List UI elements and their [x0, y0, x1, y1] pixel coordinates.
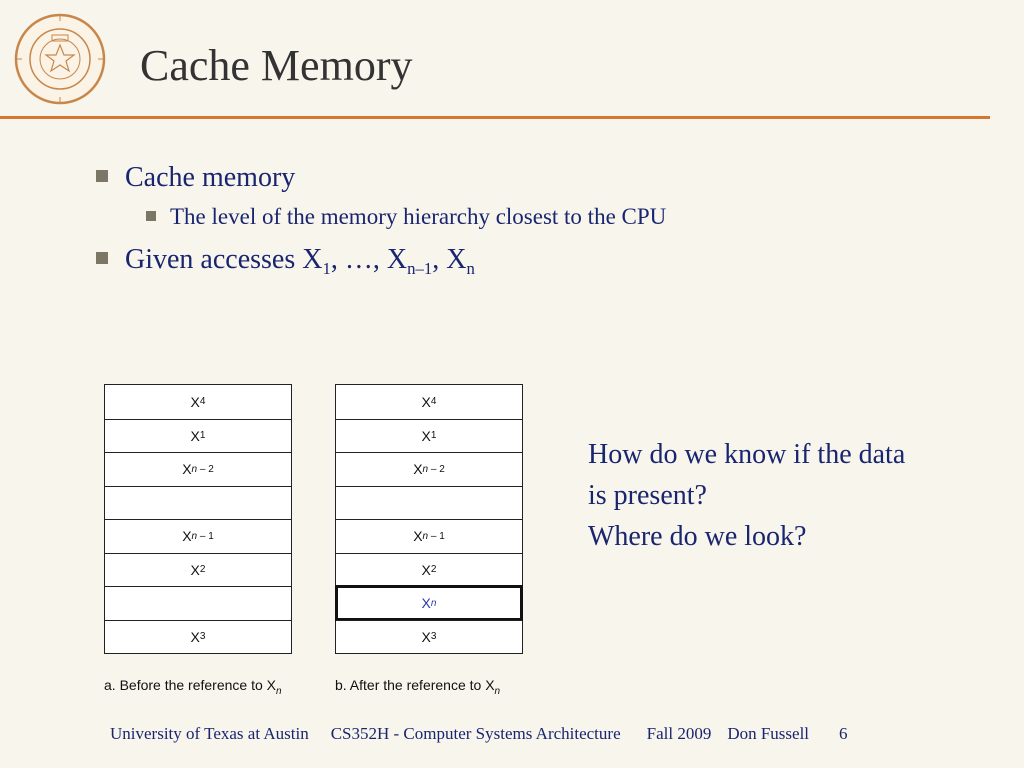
- cache-block: X 2: [336, 553, 522, 587]
- footer-page-number: 6: [839, 724, 848, 743]
- cache-block: X 1: [105, 419, 291, 453]
- cache-block: X 3: [105, 620, 291, 654]
- cache-block: X 1: [336, 419, 522, 453]
- footer-term: Fall 2009: [646, 724, 712, 743]
- cache-block: [336, 486, 522, 520]
- bullet-item: [96, 244, 896, 279]
- question-text: [588, 434, 1008, 557]
- bullet-list: [96, 162, 896, 289]
- slide-title: Cache Memory: [140, 41, 413, 90]
- bullet-square-icon: [96, 170, 108, 182]
- cache-block: X n: [336, 586, 522, 620]
- caption-before: a. Before the reference to $X_n$: [104, 677, 282, 697]
- sub-bullet-text: The level of the memory hierarchy closest to the CPU: [170, 204, 667, 229]
- caption-after: b. After the reference to $X_n$: [335, 677, 501, 697]
- cache-block: X 3: [336, 620, 522, 654]
- question-line: How do we know if the data: [588, 439, 906, 470]
- title-divider: [0, 116, 990, 119]
- slide-footer: [110, 724, 984, 744]
- bullet-square-icon: [146, 211, 156, 221]
- cache-before-diagram: [104, 384, 292, 654]
- sub-bullet-item: [146, 204, 896, 230]
- cache-block: X n – 2: [105, 452, 291, 486]
- bullet-item: [96, 162, 896, 194]
- footer-course: CS352H - Computer Systems Architecture: [330, 724, 621, 743]
- bullet-text: Cache memory: [125, 162, 296, 193]
- cache-block: X 4: [190, 393, 206, 410]
- question-line: Where do we look?: [588, 521, 807, 552]
- cache-block: X n – 1: [105, 519, 291, 553]
- cache-block: X n – 1: [336, 519, 522, 553]
- cache-block: X 2: [105, 553, 291, 587]
- question-line: is present?: [588, 480, 707, 511]
- cache-block: [105, 486, 291, 520]
- bullet-square-icon: [96, 252, 108, 264]
- footer-institution: University of Texas at Austin: [110, 724, 309, 743]
- cache-after-diagram: [335, 384, 523, 654]
- bullet-text-accesses: Given accesses $X_1$, …, $X_{n-1}$, $X_n$: [125, 244, 475, 278]
- cache-block: [105, 586, 291, 620]
- cache-block: X 4: [421, 393, 437, 410]
- cache-block: X n – 2: [336, 452, 522, 486]
- footer-author: Don Fussell: [727, 724, 810, 743]
- university-seal-logo: [14, 13, 106, 105]
